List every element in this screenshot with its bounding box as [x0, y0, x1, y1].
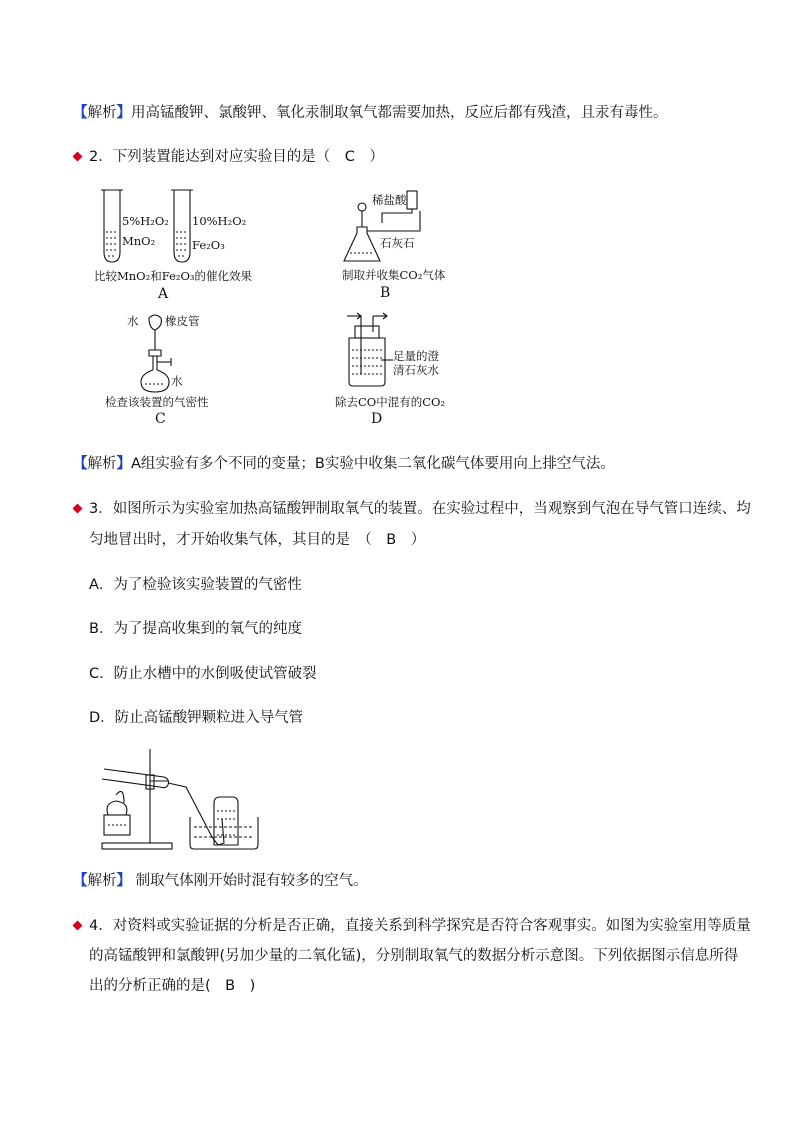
figure-a-letter: A: [158, 286, 169, 302]
analysis-1: [73, 103, 668, 123]
figure-b-letter: B: [380, 285, 391, 301]
figure-a-caption: 比较MnO₂和Fe₂O₃的催化效果: [94, 269, 253, 283]
analysis-tag-word: 解析: [87, 105, 117, 121]
question-4-line2: 的高锰酸钾和氯酸钾(另加少量的二氧化锰)，分别制取氧气的数据分析示意图。下列依据图示信息所得: [89, 948, 739, 964]
figure-b: [340, 187, 460, 305]
test-tubes-drawing: [90, 182, 260, 307]
limewater-line2: 清石灰水: [393, 363, 439, 377]
tube2-label: 10%H₂O₂: [192, 214, 247, 228]
figure-c-caption: 检查该装置的气密性: [105, 395, 209, 409]
question-3-line1: 3．如图所示为实验室加热高锰酸钾制取氧气的装置。在实验过程中，当观察到气泡在导气管口连续、均: [89, 501, 751, 517]
option-c: C．防止水槽中的水倒吸使试管破裂: [89, 666, 317, 682]
oxygen-apparatus-drawing: [94, 745, 264, 853]
water-bottom-label: 水: [171, 374, 183, 388]
figure-d-caption: 除去CO中混有的CO₂: [335, 395, 446, 409]
reagent2-label: Fe₂O₃: [192, 238, 225, 252]
figure-b-caption: 制取并收集CO₂气体: [342, 268, 446, 282]
analysis-3: [73, 871, 368, 891]
figure-c: [105, 310, 245, 430]
question-4-line1: 4．对资料或实验证据的分析是否正确，直接关系到科学探究是否符合客观事实。如图为实验室用等质量: [89, 918, 751, 934]
figure-d: [335, 308, 485, 430]
diamond-bullet-icon: [73, 504, 83, 514]
figure-a: [90, 182, 260, 307]
analysis-tag-word: 解析: [87, 456, 117, 472]
analysis-tag-close: 】: [116, 105, 131, 121]
question-3-line2: 匀地冒出时，才开始收集气体，其目的是 （ B ）: [89, 532, 426, 548]
analysis-tag-word: 解析: [87, 873, 117, 889]
analysis-2: [73, 454, 615, 474]
analysis-text: 制取气体刚开始时混有较多的空气。: [131, 873, 368, 889]
analysis-tag-open: 【: [73, 105, 88, 121]
question-2: 2．下列装置能达到对应实验目的是（ C ）: [89, 149, 384, 165]
analysis-tag-close: 】: [116, 456, 131, 472]
reagent1-label: MnO₂: [122, 234, 156, 248]
option-a: A．为了检验该实验装置的气密性: [89, 577, 302, 593]
analysis-tag-close: 】: [116, 873, 131, 889]
figure-c-letter: C: [155, 411, 166, 427]
rubber-tube-label: 橡皮管: [165, 314, 200, 328]
analysis-text: A组实验有多个不同的变量；B实验中收集二氧化碳气体要用向上排空气法。: [131, 456, 615, 472]
solid-label: 石灰石: [380, 236, 415, 250]
diamond-bullet-icon: [73, 921, 83, 931]
tube1-label: 5%H₂O₂: [122, 214, 169, 228]
oxygen-apparatus-figure: [94, 745, 264, 853]
limewater-line1: 足量的澄: [393, 349, 439, 363]
acid-label: 稀盐酸: [372, 193, 407, 207]
analysis-tag-open: 【: [73, 873, 88, 889]
analysis-tag-open: 【: [73, 456, 88, 472]
option-d: D．防止高锰酸钾颗粒进入导气管: [89, 710, 304, 726]
analysis-text: 用高锰酸钾、氯酸钾、氧化汞制取氧气都需要加热，反应后都有残渣，且汞有毒性。: [131, 105, 668, 121]
question-4-line3: 出的分析正确的是( B ): [89, 978, 256, 994]
figure-d-letter: D: [371, 411, 383, 427]
water-top-label: 水: [127, 314, 139, 328]
diamond-bullet-icon: [73, 152, 83, 162]
option-b: B．为了提高收集到的氧气的纯度: [89, 621, 302, 637]
